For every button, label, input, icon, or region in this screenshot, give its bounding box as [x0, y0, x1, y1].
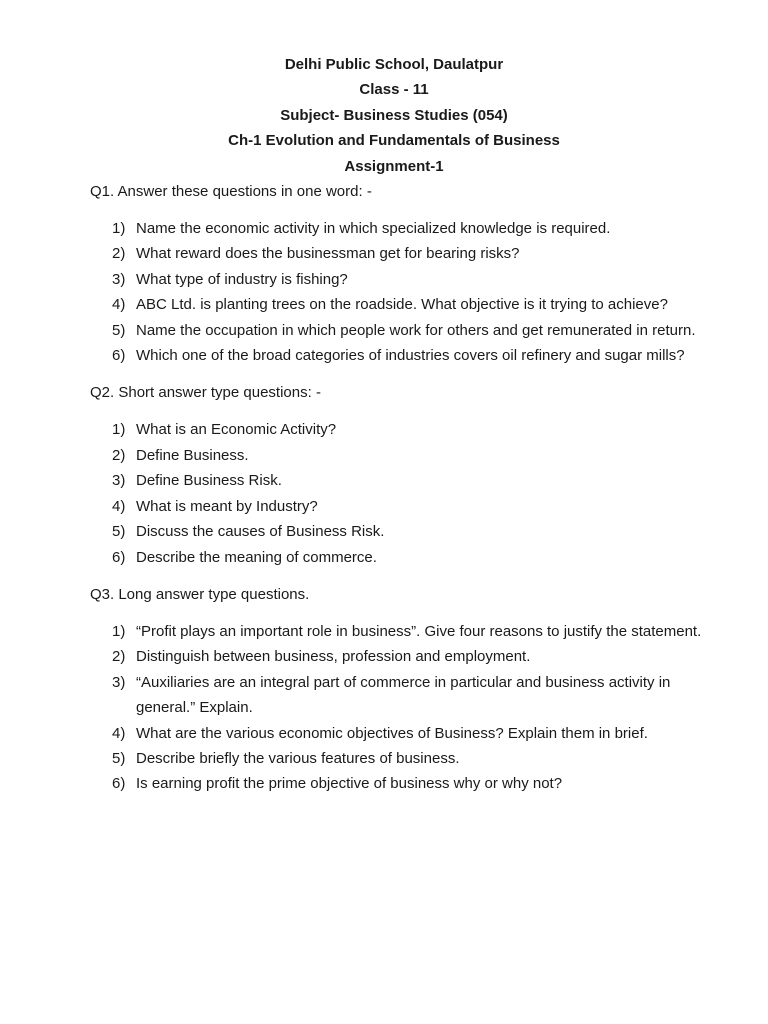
question-text: “Profit plays an important role in business”. Give four reasons to justify the statement.: [136, 622, 702, 640]
question-text: “Auxiliaries are an integral part of commerce in particular and business activity in general.” Explain.: [136, 673, 671, 717]
question-number: 2): [112, 648, 126, 666]
question-item: [90, 746, 708, 771]
question-item: [90, 443, 708, 468]
question-text: What type of industry is fishing?: [136, 270, 348, 288]
question-text: Which one of the broad categories of industries covers oil refinery and sugar mills?: [136, 347, 685, 365]
question-number: 2): [112, 446, 126, 464]
question-text: Name the occupation in which people work for others and get remunerated in return.: [136, 321, 696, 339]
question-item: [90, 292, 708, 317]
section-title: Q2. Short answer type questions: -: [90, 384, 321, 402]
question-item: [90, 343, 708, 368]
question-number: 2): [112, 245, 126, 263]
question-number: 5): [112, 523, 126, 541]
question-number: 3): [112, 270, 126, 288]
question-item: [90, 468, 708, 493]
question-text: What is an Economic Activity?: [136, 421, 337, 439]
question-list: [90, 417, 708, 569]
chapter-title: Ch-1 Evolution and Fundamentals of Business: [228, 132, 560, 150]
question-item: [90, 644, 708, 669]
question-text: Discuss the causes of Business Risk.: [136, 523, 385, 541]
question-item: [90, 545, 708, 570]
question-text: Define Business.: [136, 446, 249, 464]
question-number: 6): [112, 347, 126, 365]
section-q3: [90, 582, 708, 797]
question-text: Define Business Risk.: [136, 472, 282, 490]
question-item: [90, 216, 708, 241]
question-text: Describe the meaning of commerce.: [136, 548, 377, 566]
section-q2: [90, 380, 708, 569]
question-item: [90, 267, 708, 292]
question-item: [90, 417, 708, 442]
section-title: Q3. Long answer type questions.: [90, 585, 310, 603]
question-item: [90, 241, 708, 266]
question-text: What reward does the businessman get for bearing risks?: [136, 245, 520, 263]
question-text: What is meant by Industry?: [136, 497, 318, 515]
question-number: 5): [112, 321, 126, 339]
subject-label: Subject- Business Studies (054): [280, 106, 508, 124]
question-text: Describe briefly the various features of business.: [136, 749, 460, 767]
assignment-title: Assignment-1: [344, 157, 444, 175]
question-text: Is earning profit the prime objective of business why or why not?: [136, 775, 563, 793]
question-item: [90, 771, 708, 796]
question-text: ABC Ltd. is planting trees on the roadside. What objective is it trying to achieve?: [136, 296, 668, 314]
question-number: 5): [112, 749, 126, 767]
question-list: [90, 619, 708, 797]
question-number: 4): [112, 724, 126, 742]
question-number: 3): [112, 472, 126, 490]
question-item: [90, 519, 708, 544]
question-number: 1): [112, 622, 126, 640]
question-number: 1): [112, 220, 126, 238]
question-number: 4): [112, 497, 126, 515]
question-item: [90, 670, 708, 721]
question-number: 6): [112, 775, 126, 793]
question-number: 4): [112, 296, 126, 314]
section-q1: [90, 179, 708, 368]
class-label: Class - 11: [359, 81, 429, 99]
question-item: [90, 318, 708, 343]
document-header: [80, 52, 708, 179]
question-list: [90, 216, 708, 368]
question-text: What are the various economic objectives of Business? Explain them in brief.: [136, 724, 648, 742]
question-number: 1): [112, 421, 126, 439]
question-text: Distinguish between business, profession and employment.: [136, 648, 531, 666]
question-number: 6): [112, 548, 126, 566]
question-text: Name the economic activity in which specialized knowledge is required.: [136, 220, 611, 238]
school-name: Delhi Public School, Daulatpur: [284, 56, 504, 73]
section-title: Q1. Answer these questions in one word: -: [90, 183, 372, 201]
question-item: [90, 721, 708, 746]
question-item: [90, 619, 708, 644]
question-number: 3): [112, 673, 126, 691]
question-item: [90, 494, 708, 519]
